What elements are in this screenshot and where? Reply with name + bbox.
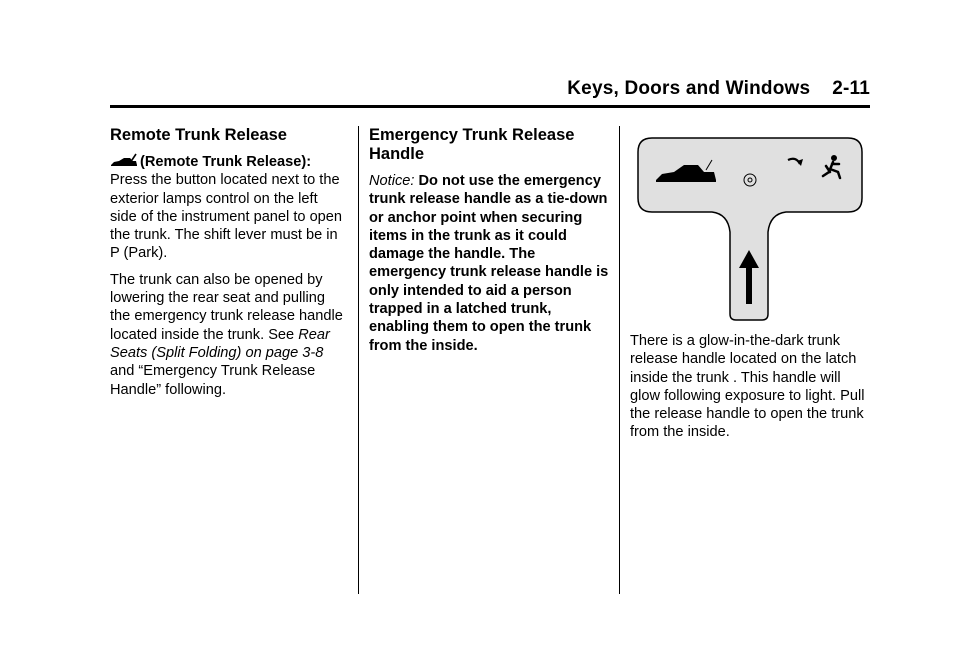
car-trunk-open-icon xyxy=(110,153,138,169)
header-rule xyxy=(110,105,870,108)
column-remote-trunk-release xyxy=(110,126,348,407)
column-divider xyxy=(619,126,620,594)
remote-release-text: Press the button located next to the exterior lamps control on the left side of the instrument panel to open the trunk. The shift lever must be in P (Park). xyxy=(110,172,343,262)
notice-paragraph xyxy=(369,172,609,355)
remote-release-label: (Remote Trunk Release): xyxy=(140,154,312,170)
paragraph-remote-release xyxy=(110,153,348,263)
page-header-title xyxy=(567,78,870,100)
page-number: 2-11 xyxy=(832,78,870,99)
notice-label: Notice: xyxy=(369,173,415,189)
column-handle-illustration xyxy=(630,126,870,450)
section-title: Keys, Doors and Windows xyxy=(567,78,811,99)
notice-text: Do not use the emergency trunk release handle as a tie-down or anchor point when securing items in the trunk as it could damage the handle. The emergency trunk release handle is only intended to aid a person trapped in a latched trunk, enabling them to open the trunk from the inside. xyxy=(369,173,609,354)
rear-seat-tail: and “Emergency Trunk Release Handle” following. xyxy=(110,363,316,398)
rear-seat-text: The trunk can also be opened by lowering the rear seat and pulling the emergency trunk release handle located inside the trunk. See xyxy=(110,271,343,343)
paragraph-rear-seat xyxy=(110,271,348,399)
trunk-release-handle-illustration xyxy=(634,134,866,322)
column-divider xyxy=(358,126,359,594)
page-header xyxy=(110,78,870,106)
paragraph-glow-handle: There is a glow-in-the-dark trunk release handle located on the latch inside the trunk . This handle will glow following exposure to light. Pull the release handle to open the trunk from the inside. xyxy=(630,333,865,441)
column-emergency-handle xyxy=(369,126,609,363)
heading-remote-trunk-release: Remote Trunk Release xyxy=(110,126,287,144)
cross-reference-link[interactable]: Rear Seats (Split Folding) on page 3-8 xyxy=(110,326,330,361)
heading-emergency-handle: Emergency Trunk Release Handle xyxy=(369,126,575,163)
